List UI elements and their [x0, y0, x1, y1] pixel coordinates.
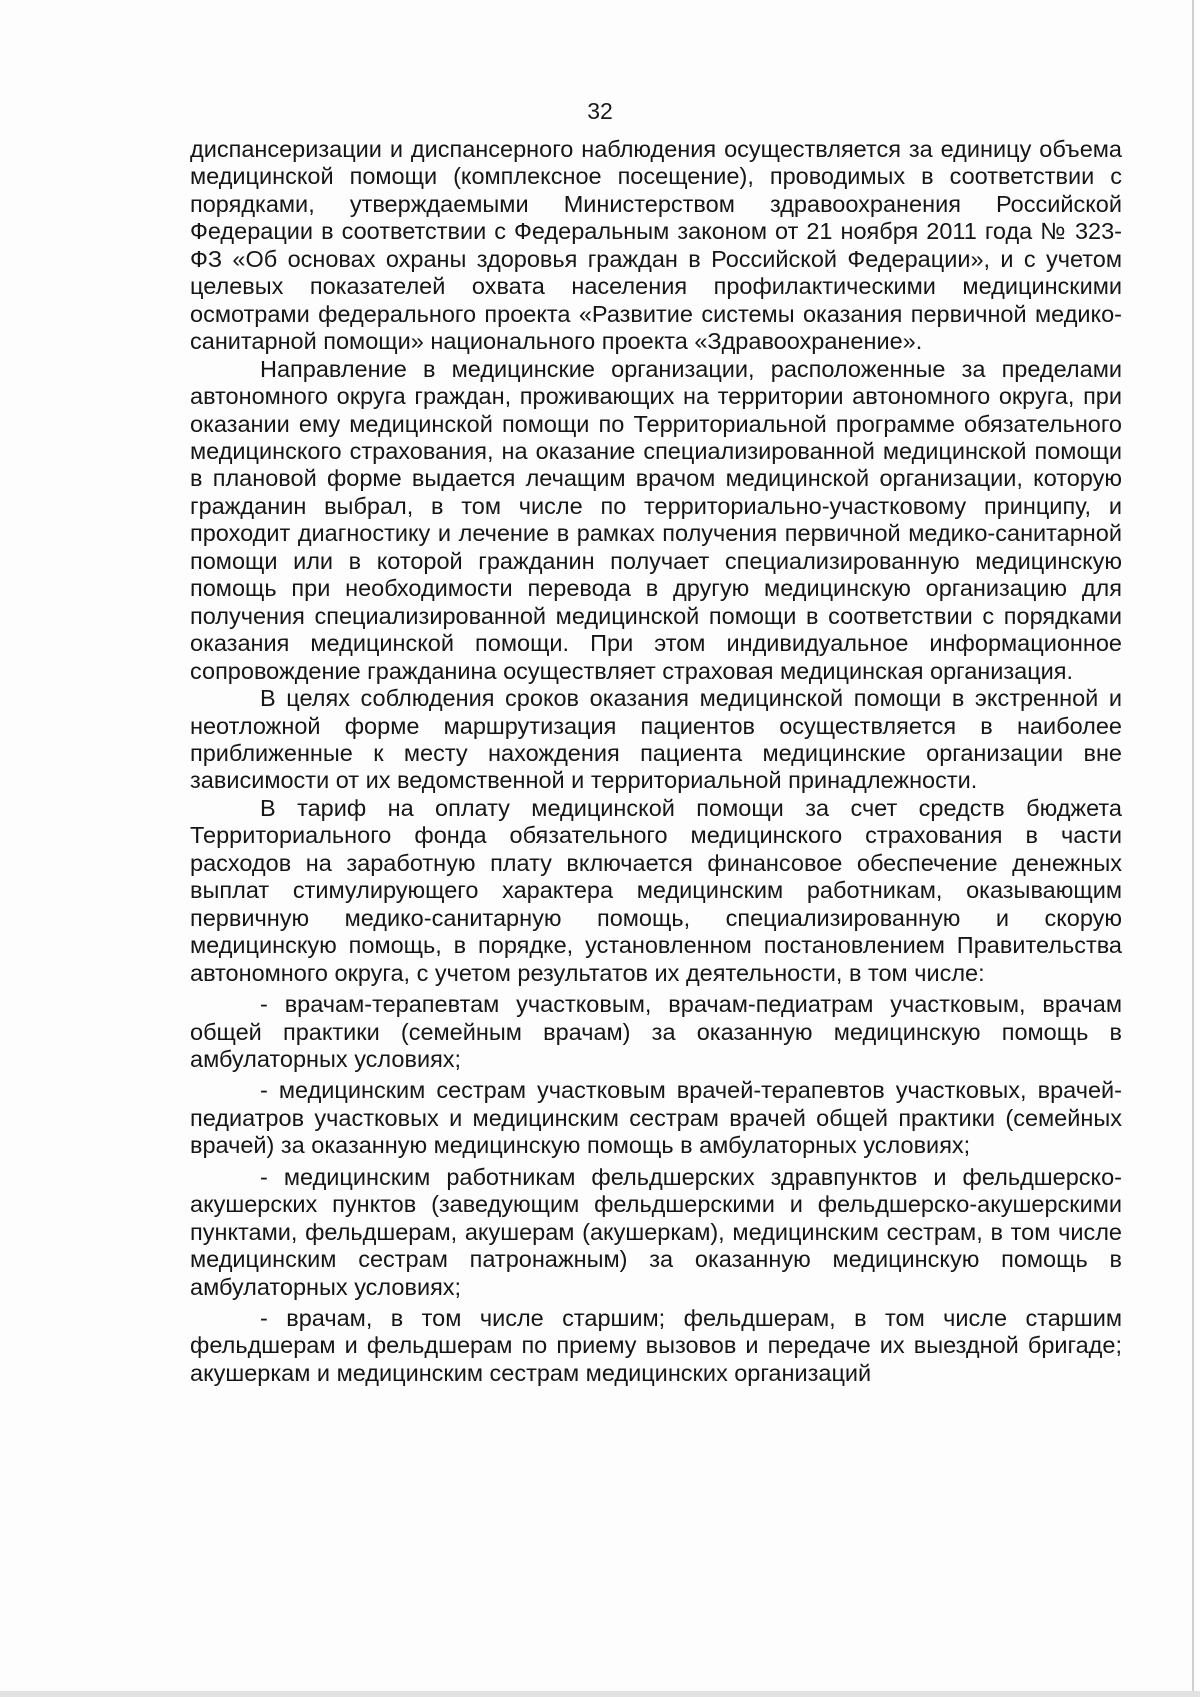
paragraph-referral: Направление в медицинские организации, расположенные за пределами автономного округа граждан, проживающих на территории автономного округа, при оказании ему медицинской помощи по Территориальной программе обязательного медицинского страхования, на оказание специализированной медицинской помощи в плановой форме выдается лечащим врачом медицинской организации, которую гражданин выбрал, в том числе по территориально-участковому принципу, и проходит диагностику и лечение в рамках получения первичной медико-санитарной помощи или в которой гражданин получает специализированную медицинскую помощь при необходимости перевода в другую медицинскую организацию для получения специализированной медицинской помощи в соответствии с порядками оказания медицинской помощи. При этом индивидуальное информационное сопровождение гражданина осуществляет страховая медицинская организация.	[190, 355, 1122, 684]
list-item: - медицинским работникам фельдшерских здравпунктов и фельдшерско-акушерских пунктов (заведующим фельдшерскими и фельдшерско-акушерскими пунктами, фельдшерам, акушерам (акушеркам), медицинским сестрам, в том числе медицинским сестрам патронажным) за оказанную медицинскую помощь в амбулаторных условиях;	[190, 1163, 1122, 1300]
list-item: - врачам-терапевтам участковым, врачам-педиатрам участковым, врачам общей практики (семейным врачам) за оказанную медицинскую помощь в амбулаторных условиях;	[190, 991, 1122, 1072]
paragraph-emergency-routing: В целях соблюдения сроков оказания медицинской помощи в экстренной и неотложной форме маршрутизация пациентов осуществляется в наиболее приближенные к месту нахождения пациента медицинские организации вне зависимости от их ведомственной и территориальной принадлежности.	[190, 685, 1122, 794]
paragraph-continuation: диспансеризации и диспансерного наблюдения осуществляется за единицу объема медицинской помощи (комплексное посещение), проводимых в соответствии с порядками, утверждаемыми Министерством здравоохранения Российской Федерации в соответствии с Федеральным законом от 21 ноября 2011 года № 323-ФЗ «Об основах охраны здоровья граждан в Российской Федерации», и с учетом целевых показателей охвата населения профилактическими медицинскими осмотрами федерального проекта «Развитие системы оказания первичной медико-санитарной помощи» национального проекта «Здравоохранение».	[190, 136, 1122, 355]
list-item: - медицинским сестрам участковым врачей-терапевтов участковых, врачей-педиатров участковых и медицинским сестрам врачей общей практики (семейных врачей) за оказанную медицинскую помощь в амбулаторных условиях;	[190, 1077, 1122, 1159]
paragraph-tariff: В тариф на оплату медицинской помощи за счет средств бюджета Территориального фонда обязательного медицинского страхования в части расходов на заработную плату включается финансовое обеспечение денежных выплат стимулирующего характера медицинским работникам, оказывающим первичную медико-санитарную помощь, специализированную и скорую медицинскую помощь, в порядке, установленном постановлением Правительства автономного округа, с учетом результатов их деятельности, в том числе:	[190, 794, 1122, 986]
document-body	[190, 136, 1122, 1387]
scan-edge-line	[1192, 0, 1194, 1697]
scan-bottom-shade	[0, 1691, 1200, 1697]
page-number: 32	[587, 98, 613, 124]
list-item: - врачам, в том числе старшим; фельдшерам, в том числе старшим фельдшерам и фельдшерам по приему вызовов и передаче их выездной бригаде; акушеркам и медицинским сестрам медицинских организаций	[190, 1305, 1122, 1386]
